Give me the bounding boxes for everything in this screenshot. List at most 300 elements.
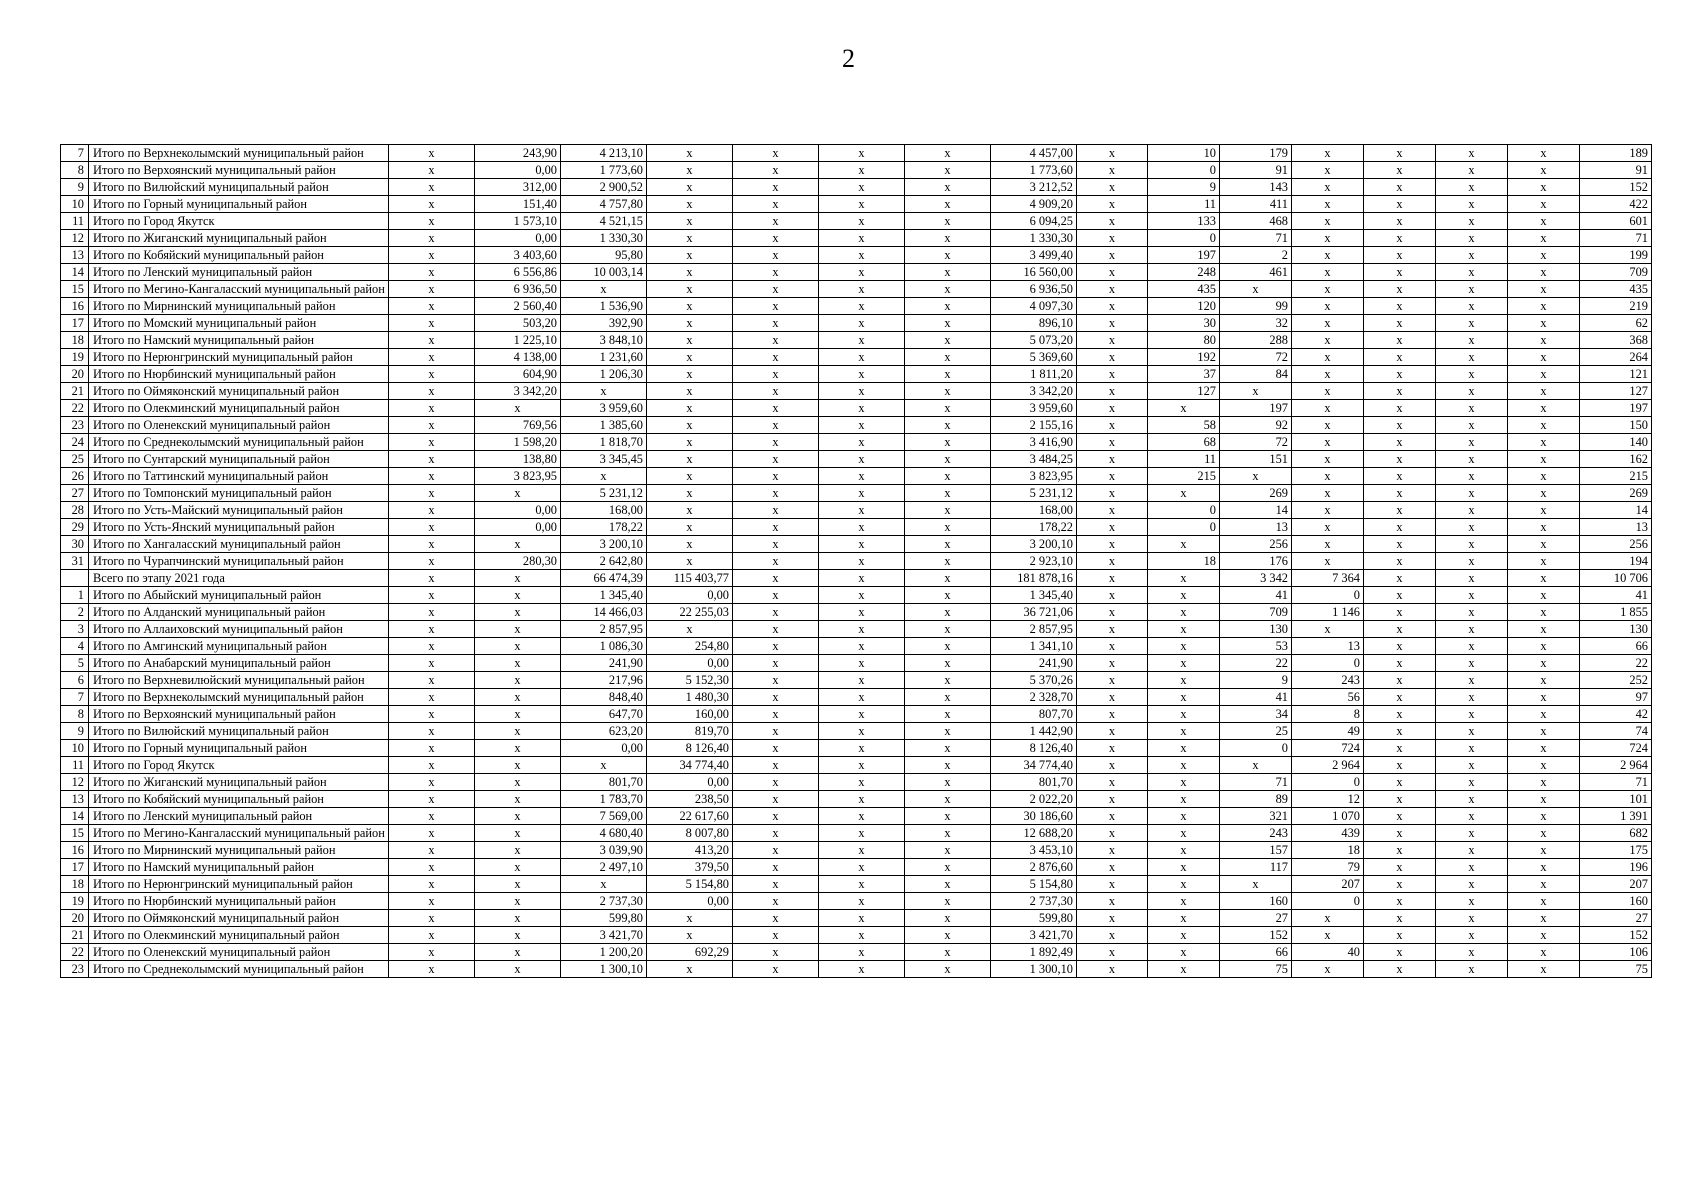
value-cell: x bbox=[1436, 859, 1508, 876]
value-cell: 0,00 bbox=[475, 502, 561, 519]
row-number: 8 bbox=[61, 706, 89, 723]
value-cell: x bbox=[819, 774, 905, 791]
table-row bbox=[61, 740, 1652, 757]
table-row bbox=[61, 638, 1652, 655]
value-cell: 2 964 bbox=[1580, 757, 1652, 774]
value-cell: 18 bbox=[1292, 842, 1364, 859]
value-cell: x bbox=[1292, 519, 1364, 536]
value-cell: 0 bbox=[1220, 740, 1292, 757]
value-cell: x bbox=[475, 740, 561, 757]
value-cell: 179 bbox=[1220, 145, 1292, 162]
value-cell: x bbox=[733, 485, 819, 502]
row-number: 13 bbox=[61, 791, 89, 808]
value-cell: 1 300,10 bbox=[991, 961, 1077, 978]
value-cell: x bbox=[1148, 859, 1220, 876]
value-cell: x bbox=[1364, 655, 1436, 672]
value-cell: x bbox=[1436, 825, 1508, 842]
value-cell: 801,70 bbox=[561, 774, 647, 791]
value-cell: x bbox=[1364, 332, 1436, 349]
district-name: Всего по этапу 2021 года bbox=[89, 570, 389, 587]
value-cell: 1 330,30 bbox=[561, 230, 647, 247]
value-cell: x bbox=[1292, 179, 1364, 196]
value-cell: x bbox=[819, 910, 905, 927]
table-row bbox=[61, 145, 1652, 162]
value-cell: x bbox=[733, 757, 819, 774]
value-cell: x bbox=[1364, 859, 1436, 876]
value-cell: 243 bbox=[1220, 825, 1292, 842]
table-row bbox=[61, 944, 1652, 961]
value-cell: x bbox=[389, 247, 475, 264]
value-cell: x bbox=[1436, 723, 1508, 740]
value-cell: x bbox=[733, 893, 819, 910]
value-cell: 312,00 bbox=[475, 179, 561, 196]
value-cell: 32 bbox=[1220, 315, 1292, 332]
table-row bbox=[61, 587, 1652, 604]
value-cell: x bbox=[1508, 417, 1580, 434]
district-name: Итого по Амгинский муниципальный район bbox=[89, 638, 389, 655]
value-cell: x bbox=[1364, 536, 1436, 553]
table-row bbox=[61, 672, 1652, 689]
value-cell: x bbox=[1364, 757, 1436, 774]
value-cell: x bbox=[733, 230, 819, 247]
value-cell: x bbox=[1508, 264, 1580, 281]
value-cell: 1 391 bbox=[1580, 808, 1652, 825]
value-cell: x bbox=[733, 808, 819, 825]
value-cell: x bbox=[1220, 281, 1292, 298]
value-cell: x bbox=[1508, 723, 1580, 740]
value-cell: 5 154,80 bbox=[991, 876, 1077, 893]
value-cell: 215 bbox=[1148, 468, 1220, 485]
value-cell: x bbox=[1220, 876, 1292, 893]
value-cell: 89 bbox=[1220, 791, 1292, 808]
table-row bbox=[61, 757, 1652, 774]
value-cell: x bbox=[1508, 774, 1580, 791]
value-cell: 95,80 bbox=[561, 247, 647, 264]
value-cell: x bbox=[1508, 298, 1580, 315]
row-number: 27 bbox=[61, 485, 89, 502]
value-cell: 2 bbox=[1220, 247, 1292, 264]
district-name: Итого по Томпонский муниципальный район bbox=[89, 485, 389, 502]
value-cell: 71 bbox=[1580, 230, 1652, 247]
value-cell: x bbox=[905, 264, 991, 281]
value-cell: x bbox=[647, 468, 733, 485]
row-number: 17 bbox=[61, 315, 89, 332]
district-name: Итого по Ленский муниципальный район bbox=[89, 264, 389, 281]
value-cell: x bbox=[905, 519, 991, 536]
value-cell: x bbox=[1220, 468, 1292, 485]
value-cell: 79 bbox=[1292, 859, 1364, 876]
value-cell: x bbox=[647, 332, 733, 349]
value-cell: x bbox=[1292, 961, 1364, 978]
value-cell: x bbox=[389, 213, 475, 230]
value-cell: x bbox=[389, 587, 475, 604]
value-cell: x bbox=[389, 842, 475, 859]
value-cell: x bbox=[1436, 944, 1508, 961]
value-cell: 62 bbox=[1580, 315, 1652, 332]
value-cell: x bbox=[1077, 145, 1148, 162]
value-cell: 280,30 bbox=[475, 553, 561, 570]
value-cell: x bbox=[1436, 196, 1508, 213]
value-cell: 192 bbox=[1148, 349, 1220, 366]
value-cell: 133 bbox=[1148, 213, 1220, 230]
value-cell: x bbox=[1508, 859, 1580, 876]
value-cell: 254,80 bbox=[647, 638, 733, 655]
value-cell: x bbox=[1077, 655, 1148, 672]
row-number: 7 bbox=[61, 689, 89, 706]
value-cell: x bbox=[1292, 247, 1364, 264]
value-cell: 8 007,80 bbox=[647, 825, 733, 842]
value-cell: 5 369,60 bbox=[991, 349, 1077, 366]
table-row bbox=[61, 689, 1652, 706]
table-row bbox=[61, 213, 1652, 230]
value-cell: 13 bbox=[1220, 519, 1292, 536]
value-cell: x bbox=[905, 247, 991, 264]
value-cell: 3 421,70 bbox=[991, 927, 1077, 944]
value-cell: 22 bbox=[1220, 655, 1292, 672]
value-cell: x bbox=[905, 825, 991, 842]
value-cell: 0 bbox=[1292, 655, 1364, 672]
value-cell: x bbox=[1077, 417, 1148, 434]
value-cell: x bbox=[905, 553, 991, 570]
value-cell: 623,20 bbox=[561, 723, 647, 740]
value-cell: x bbox=[1292, 400, 1364, 417]
table-row bbox=[61, 434, 1652, 451]
value-cell: x bbox=[905, 162, 991, 179]
value-cell: 27 bbox=[1220, 910, 1292, 927]
value-cell: x bbox=[819, 247, 905, 264]
value-cell: x bbox=[733, 706, 819, 723]
value-cell: 3 421,70 bbox=[561, 927, 647, 944]
table-row bbox=[61, 298, 1652, 315]
district-name: Итого по Хангаласский муниципальный район bbox=[89, 536, 389, 553]
value-cell: x bbox=[1508, 655, 1580, 672]
value-cell: x bbox=[733, 655, 819, 672]
value-cell: x bbox=[1077, 961, 1148, 978]
row-number: 10 bbox=[61, 740, 89, 757]
value-cell: x bbox=[647, 434, 733, 451]
value-cell: x bbox=[475, 689, 561, 706]
value-cell: 8 bbox=[1292, 706, 1364, 723]
value-cell: x bbox=[1077, 179, 1148, 196]
value-cell: 5 073,20 bbox=[991, 332, 1077, 349]
district-name: Итого по Верхнеколымский муниципальный район bbox=[89, 145, 389, 162]
value-cell: x bbox=[733, 468, 819, 485]
value-cell: 37 bbox=[1148, 366, 1220, 383]
row-number: 21 bbox=[61, 383, 89, 400]
value-cell: x bbox=[1436, 655, 1508, 672]
value-cell: 130 bbox=[1220, 621, 1292, 638]
value-cell: x bbox=[561, 468, 647, 485]
value-cell: 150 bbox=[1580, 417, 1652, 434]
table-row bbox=[61, 808, 1652, 825]
value-cell: x bbox=[647, 961, 733, 978]
value-cell: x bbox=[733, 961, 819, 978]
value-cell: x bbox=[905, 298, 991, 315]
value-cell: x bbox=[1436, 621, 1508, 638]
value-cell: x bbox=[1364, 808, 1436, 825]
value-cell: 127 bbox=[1580, 383, 1652, 400]
value-cell: 152 bbox=[1580, 927, 1652, 944]
value-cell: x bbox=[1364, 179, 1436, 196]
value-cell: 604,90 bbox=[475, 366, 561, 383]
value-cell: x bbox=[819, 366, 905, 383]
value-cell: 461 bbox=[1220, 264, 1292, 281]
value-cell: 97 bbox=[1580, 689, 1652, 706]
value-cell: 256 bbox=[1580, 536, 1652, 553]
row-number: 5 bbox=[61, 655, 89, 672]
value-cell: x bbox=[1436, 893, 1508, 910]
value-cell: 3 499,40 bbox=[991, 247, 1077, 264]
district-name: Итого по Верхоянский муниципальный район bbox=[89, 162, 389, 179]
value-cell: 197 bbox=[1580, 400, 1652, 417]
value-cell: x bbox=[1436, 536, 1508, 553]
row-number: 23 bbox=[61, 961, 89, 978]
value-cell: x bbox=[1292, 315, 1364, 332]
district-name: Итого по Намский муниципальный район bbox=[89, 332, 389, 349]
row-number: 24 bbox=[61, 434, 89, 451]
value-cell: x bbox=[905, 332, 991, 349]
value-cell: x bbox=[389, 281, 475, 298]
value-cell: x bbox=[905, 434, 991, 451]
district-name: Итого по Оймяконский муниципальный район bbox=[89, 383, 389, 400]
value-cell: 80 bbox=[1148, 332, 1220, 349]
value-cell: 91 bbox=[1580, 162, 1652, 179]
value-cell: x bbox=[1077, 366, 1148, 383]
value-cell: 160,00 bbox=[647, 706, 733, 723]
table-row bbox=[61, 417, 1652, 434]
value-cell: x bbox=[647, 247, 733, 264]
value-cell: x bbox=[1436, 264, 1508, 281]
value-cell: x bbox=[905, 791, 991, 808]
district-name: Итого по Кобяйский муниципальный район bbox=[89, 791, 389, 808]
value-cell: 3 848,10 bbox=[561, 332, 647, 349]
district-name: Итого по Нерюнгринский муниципальный район bbox=[89, 876, 389, 893]
district-name: Итого по Вилюйский муниципальный район bbox=[89, 723, 389, 740]
value-cell: x bbox=[1364, 706, 1436, 723]
table-row bbox=[61, 264, 1652, 281]
row-number: 1 bbox=[61, 587, 89, 604]
value-cell: 5 152,30 bbox=[647, 672, 733, 689]
value-cell: x bbox=[1292, 383, 1364, 400]
value-cell: 411 bbox=[1220, 196, 1292, 213]
value-cell: 5 154,80 bbox=[647, 876, 733, 893]
value-cell: x bbox=[819, 740, 905, 757]
value-cell: 4 909,20 bbox=[991, 196, 1077, 213]
value-cell: x bbox=[1148, 587, 1220, 604]
value-cell: x bbox=[733, 383, 819, 400]
value-cell: x bbox=[733, 944, 819, 961]
value-cell: x bbox=[819, 468, 905, 485]
district-name: Итого по Верхневилюйский муниципальный район bbox=[89, 672, 389, 689]
value-cell: 71 bbox=[1220, 230, 1292, 247]
value-cell: x bbox=[733, 689, 819, 706]
value-cell: x bbox=[1364, 587, 1436, 604]
value-cell: x bbox=[1508, 672, 1580, 689]
value-cell: 601 bbox=[1580, 213, 1652, 230]
value-cell: x bbox=[475, 570, 561, 587]
value-cell: x bbox=[1077, 196, 1148, 213]
value-cell: x bbox=[905, 723, 991, 740]
value-cell: x bbox=[1508, 468, 1580, 485]
value-cell: x bbox=[905, 468, 991, 485]
value-cell: 13 bbox=[1580, 519, 1652, 536]
value-cell: 0,00 bbox=[647, 774, 733, 791]
value-cell: 75 bbox=[1580, 961, 1652, 978]
value-cell: x bbox=[389, 757, 475, 774]
value-cell: x bbox=[733, 910, 819, 927]
value-cell: x bbox=[1436, 468, 1508, 485]
district-name: Итого по Нюрбинский муниципальный район bbox=[89, 893, 389, 910]
district-name: Итого по Момский муниципальный район bbox=[89, 315, 389, 332]
value-cell: x bbox=[819, 179, 905, 196]
value-cell: 1 480,30 bbox=[647, 689, 733, 706]
value-cell: x bbox=[1436, 672, 1508, 689]
value-cell: x bbox=[1508, 400, 1580, 417]
table-row bbox=[61, 859, 1652, 876]
table-row bbox=[61, 774, 1652, 791]
value-cell: 196 bbox=[1580, 859, 1652, 876]
value-cell: x bbox=[389, 825, 475, 842]
district-name: Итого по Верхоянский муниципальный район bbox=[89, 706, 389, 723]
value-cell: x bbox=[1077, 723, 1148, 740]
district-name: Итого по Олекминский муниципальный район bbox=[89, 400, 389, 417]
district-name: Итого по Алданский муниципальный район bbox=[89, 604, 389, 621]
value-cell: x bbox=[647, 230, 733, 247]
value-cell: x bbox=[905, 927, 991, 944]
value-cell: x bbox=[905, 876, 991, 893]
value-cell: 321 bbox=[1220, 808, 1292, 825]
value-cell: 1 345,40 bbox=[561, 587, 647, 604]
value-cell: x bbox=[733, 281, 819, 298]
value-cell: 168,00 bbox=[991, 502, 1077, 519]
value-cell: x bbox=[819, 298, 905, 315]
value-cell: 503,20 bbox=[475, 315, 561, 332]
value-cell: x bbox=[561, 281, 647, 298]
value-cell: x bbox=[1148, 723, 1220, 740]
value-cell: 896,10 bbox=[991, 315, 1077, 332]
value-cell: x bbox=[475, 485, 561, 502]
value-cell: x bbox=[733, 672, 819, 689]
value-cell: 435 bbox=[1580, 281, 1652, 298]
value-cell: x bbox=[475, 706, 561, 723]
value-cell: 0,00 bbox=[561, 740, 647, 757]
table-row bbox=[61, 349, 1652, 366]
row-number: 22 bbox=[61, 944, 89, 961]
value-cell: 10 bbox=[1148, 145, 1220, 162]
value-cell: x bbox=[733, 196, 819, 213]
value-cell: x bbox=[1077, 621, 1148, 638]
value-cell: 3 345,45 bbox=[561, 451, 647, 468]
district-name: Итого по Таттинский муниципальный район bbox=[89, 468, 389, 485]
value-cell: 1 086,30 bbox=[561, 638, 647, 655]
table-row bbox=[61, 621, 1652, 638]
value-cell: x bbox=[647, 298, 733, 315]
value-cell: x bbox=[905, 961, 991, 978]
value-cell: x bbox=[1508, 961, 1580, 978]
value-cell: x bbox=[1364, 927, 1436, 944]
value-cell: x bbox=[1364, 876, 1436, 893]
value-cell: x bbox=[389, 502, 475, 519]
value-cell: 288 bbox=[1220, 332, 1292, 349]
value-cell: x bbox=[1364, 349, 1436, 366]
value-cell: x bbox=[1436, 842, 1508, 859]
value-cell: 1 206,30 bbox=[561, 366, 647, 383]
value-cell: x bbox=[1148, 604, 1220, 621]
value-cell: x bbox=[1148, 400, 1220, 417]
value-cell: x bbox=[389, 230, 475, 247]
value-cell: 709 bbox=[1580, 264, 1652, 281]
value-cell: x bbox=[389, 774, 475, 791]
value-cell: x bbox=[1148, 740, 1220, 757]
value-cell: 30 186,60 bbox=[991, 808, 1077, 825]
value-cell: x bbox=[819, 689, 905, 706]
value-cell: x bbox=[733, 264, 819, 281]
value-cell: 4 138,00 bbox=[475, 349, 561, 366]
value-cell: x bbox=[1292, 264, 1364, 281]
table-row bbox=[61, 468, 1652, 485]
value-cell: x bbox=[389, 570, 475, 587]
value-cell: x bbox=[1508, 825, 1580, 842]
value-cell: x bbox=[1077, 842, 1148, 859]
value-cell: 40 bbox=[1292, 944, 1364, 961]
value-cell: 2 900,52 bbox=[561, 179, 647, 196]
value-cell: x bbox=[1508, 553, 1580, 570]
value-cell: x bbox=[647, 400, 733, 417]
value-cell: x bbox=[389, 859, 475, 876]
value-cell: x bbox=[1077, 893, 1148, 910]
value-cell: x bbox=[1077, 230, 1148, 247]
value-cell: x bbox=[1364, 689, 1436, 706]
value-cell: x bbox=[389, 179, 475, 196]
value-cell: x bbox=[1364, 740, 1436, 757]
value-cell: x bbox=[1508, 230, 1580, 247]
district-name: Итого по Нерюнгринский муниципальный район bbox=[89, 349, 389, 366]
value-cell: 12 688,20 bbox=[991, 825, 1077, 842]
table-row bbox=[61, 553, 1652, 570]
table-row bbox=[61, 383, 1652, 400]
value-cell: 71 bbox=[1220, 774, 1292, 791]
district-name: Итого по Среднеколымский муниципальный район bbox=[89, 961, 389, 978]
value-cell: x bbox=[1508, 451, 1580, 468]
value-cell: 3 212,52 bbox=[991, 179, 1077, 196]
value-cell: 379,50 bbox=[647, 859, 733, 876]
value-cell: 42 bbox=[1580, 706, 1652, 723]
value-cell: x bbox=[1436, 553, 1508, 570]
value-cell: x bbox=[819, 655, 905, 672]
value-cell: x bbox=[1436, 689, 1508, 706]
value-cell: x bbox=[733, 366, 819, 383]
row-number: 9 bbox=[61, 179, 89, 196]
value-cell: x bbox=[475, 638, 561, 655]
value-cell: 34 774,40 bbox=[991, 757, 1077, 774]
value-cell: x bbox=[1292, 332, 1364, 349]
row-number: 16 bbox=[61, 298, 89, 315]
value-cell: x bbox=[1148, 672, 1220, 689]
value-cell: 215 bbox=[1580, 468, 1652, 485]
value-cell: x bbox=[733, 179, 819, 196]
value-cell: x bbox=[1364, 162, 1436, 179]
value-cell: x bbox=[1436, 213, 1508, 230]
value-cell: 468 bbox=[1220, 213, 1292, 230]
value-cell: 724 bbox=[1580, 740, 1652, 757]
value-cell: 181 878,16 bbox=[991, 570, 1077, 587]
value-cell: 3 416,90 bbox=[991, 434, 1077, 451]
row-number: 16 bbox=[61, 842, 89, 859]
value-cell: x bbox=[819, 536, 905, 553]
value-cell: x bbox=[819, 808, 905, 825]
value-cell: x bbox=[1077, 536, 1148, 553]
value-cell: 13 bbox=[1292, 638, 1364, 655]
